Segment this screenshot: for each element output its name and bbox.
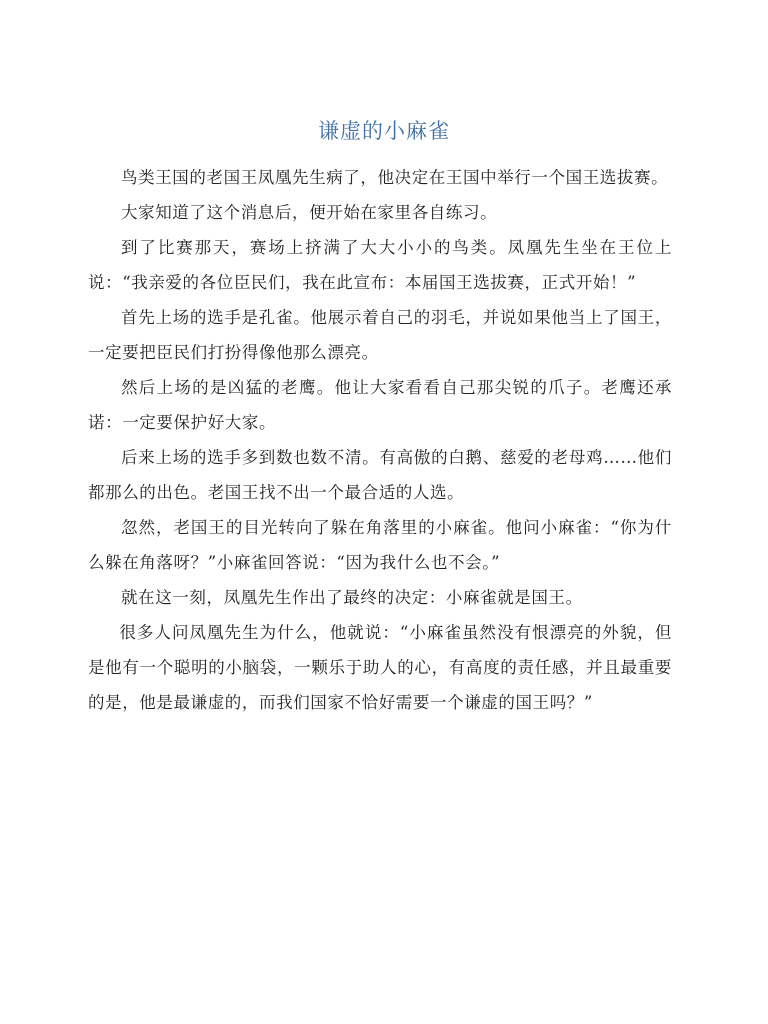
document-title: 谦虚的小麻雀 <box>318 119 450 143</box>
paragraph-7: 忽然，老国王的目光转向了躲在角落里的小麻雀。他问小麻雀：“你为什么躲在角落呀？”小麻雀回答说：“因为我什么也不会。” <box>88 518 672 572</box>
paragraph-4: 首先上场的选手是孔雀。他展示着自己的羽毛，并说如果他当上了国王，一定要把臣民们打扮得像他那么漂亮。 <box>88 308 672 362</box>
paragraph-6: 后来上场的选手多到数也数不清。有高傲的白鹅、慈爱的老母鸡……他们都那么的出色。老国王找不出一个最合适的人选。 <box>88 448 672 502</box>
paragraph-1: 鸟类王国的老国王凤凰先生病了，他决定在王国中举行一个国王选拔赛。 <box>121 168 669 187</box>
paragraph-9: 很多人问凤凰先生为什么，他就说：“小麻雀虽然没有恨漂亮的外貌，但是他有一个聪明的小脑袋，一颗乐于助人的心，有高度的责任感，并且最重要的是，他是最谦虚的，而我们国家不恰好需要一个谦虚的国王吗？” <box>88 623 672 712</box>
document-body <box>88 160 672 720</box>
paragraph-5: 然后上场的是凶猛的老鹰。他让大家看看自己那尖锐的爪子。老鹰还承诺：一定要保护好大家。 <box>88 378 672 432</box>
paragraph-8: 就在这一刻，凤凰先生作出了最终的决定：小麻雀就是国王。 <box>121 588 583 607</box>
paragraph-2: 大家知道了这个消息后，便开始在家里各自练习。 <box>121 203 498 222</box>
paragraph-3: 到了比赛那天，赛场上挤满了大大小小的鸟类。凤凰先生坐在王位上说：“我亲爱的各位臣民们，我在此宣布：本届国王选拔赛，正式开始！” <box>88 238 672 292</box>
